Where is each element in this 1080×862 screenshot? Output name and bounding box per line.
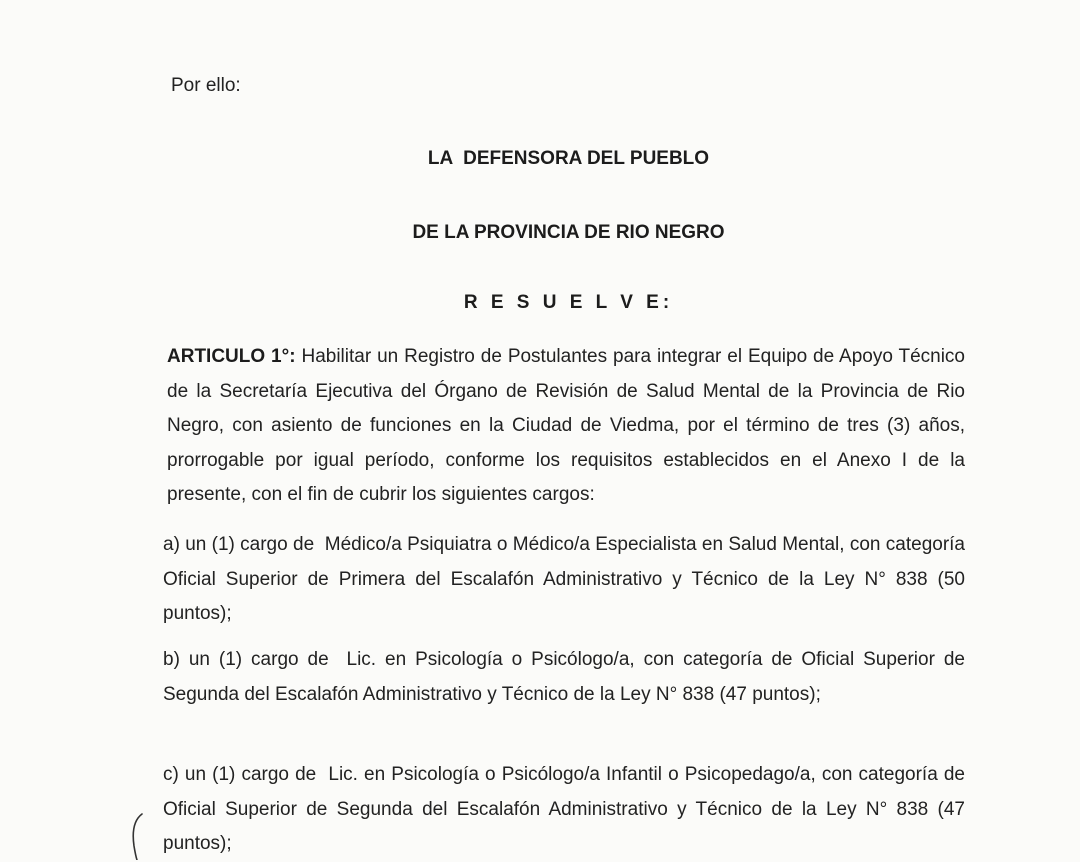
heading-resuelve: R E S U E L V E: [463, 292, 674, 313]
intro-text: Por ello: [171, 75, 241, 96]
item-a: a) un (1) cargo de Médico/a Psiquiatra o Médico/a Especialista en Salud Mental, con categoría Oficial Superior de Primera del Escalafón Administrativo y Técnico de la Ley N° 838 (50 puntos); [163, 534, 971, 624]
heading-provincia: DE LA PROVINCIA DE RIO NEGRO [412, 222, 725, 243]
article-1-label: ARTICULO 1°: [167, 346, 296, 367]
item-c: c) un (1) cargo de Lic. en Psicología o Psicólogo/a Infantil o Psicopedago/a, con categoría de Oficial Superior de Segunda del Escalafón Administrativo y Técnico de la Ley N° 838 (47 puntos); [163, 764, 971, 854]
margin-pen-mark [128, 812, 148, 860]
item-b: b) un (1) cargo de Lic. en Psicología o Psicólogo/a, con categoría de Oficial Superior de Segunda del Escalafón Administrativo y Técnico de la Ley N° 838 (47 puntos); [163, 649, 971, 705]
article-1-text: Habilitar un Registro de Postulantes para integrar el Equipo de Apoyo Técnico de la Secretaría Ejecutiva del Órgano de Revisión de Salud Mental de la Provincia de Rio Negro, con asiento de funciones en la Ciudad de Viedma, por el término de tres (3) años, prorrogable por igual período, conforme los requisitos establecidos en el Anexo I de la presente, con el fin de cubrir los siguientes cargos: [167, 346, 966, 505]
heading-defensora: LA DEFENSORA DEL PUEBLO [427, 148, 710, 169]
article-1 [167, 340, 965, 513]
